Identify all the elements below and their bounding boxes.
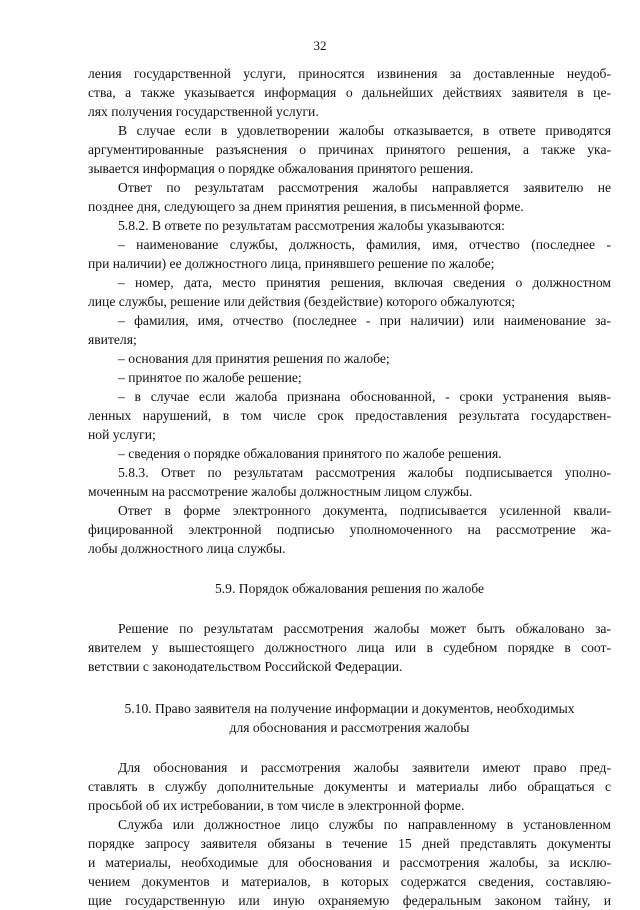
paragraph-line: щие государственную или иную охраняемую федеральным законом тайну, и xyxy=(88,893,611,908)
paragraph-line: просьбой об их истребовании, в том числе в электронной форме. xyxy=(88,798,465,813)
list-item-line: при наличии) ее должностного лица, принявшего решение по жалобе; xyxy=(88,256,495,271)
paragraph-line: Служба или должностное лицо службы по направленному в установленном xyxy=(118,817,611,832)
paragraph-line: лях получения государственной услуги. xyxy=(88,104,319,119)
paragraph-line: ветствии с законодательством Российской Федерации. xyxy=(88,659,403,674)
paragraph-line: ства, а также указывается информация о дальнейших действиях заявителя в це- xyxy=(88,85,611,100)
list-item-line: – фамилия, имя, отчество (последнее - при наличии) или наименование за- xyxy=(118,313,611,328)
paragraph-line: чением документов и материалов, в которых содержатся сведения, составляю- xyxy=(88,874,611,889)
paragraph-line: зывается информация о порядке обжалования принятого решения. xyxy=(88,161,474,176)
list-item-line: – основания для принятия решения по жалобе; xyxy=(118,351,390,366)
section-heading-5-9: 5.9. Порядок обжалования решения по жалобе xyxy=(214,581,485,596)
list-item-line: – наименование службы, должность, фамилия, имя, отчество (последнее - xyxy=(118,237,611,252)
paragraph-line: В случае если в удовлетворении жалобы отказывается, в ответе приводятся xyxy=(118,123,611,138)
paragraph-line: фицированной электронной подписью уполномоченного на рассмотрение жа- xyxy=(88,522,611,537)
list-item-line: ной услуги; xyxy=(88,427,156,442)
list-item-line: явителя; xyxy=(88,332,137,347)
section-heading-5-10-cont: для обоснования и рассмотрения жалобы xyxy=(229,720,470,735)
paragraph-line: 5.8.3. Ответ по результатам рассмотрения жалобы подписывается уполно- xyxy=(118,465,611,480)
paragraph-line: ставлять в службу дополнительные документы и материалы либо обращаться с xyxy=(88,779,611,794)
paragraph-line: порядке запросу заявителя обязаны в течение 15 дней представлять документы xyxy=(88,836,611,851)
paragraph-line: моченным на рассмотрение жалобы должностным лицом службы. xyxy=(88,484,473,499)
paragraph-line: аргументированные разъяснения о причинах принятого решения, а также ука- xyxy=(88,142,611,157)
page-number: 32 xyxy=(313,38,327,53)
paragraph-line: Решение по результатам рассмотрения жалобы может быть обжаловано за- xyxy=(118,621,611,636)
list-item-line: – сведения о порядке обжалования принятого по жалобе решения. xyxy=(118,446,502,461)
paragraph-line: Ответ по результатам рассмотрения жалобы направляется заявителю не xyxy=(118,180,611,195)
list-item-line: – в случае если жалоба признана обоснованной, - сроки устранения выяв- xyxy=(118,389,611,404)
paragraph-line: лобы должностного лица службы. xyxy=(88,541,286,556)
paragraph-line: 5.8.2. В ответе по результатам рассмотрения жалобы указываются: xyxy=(118,218,505,233)
paragraph-line: Для обоснования и рассмотрения жалобы заявители имеют право пред- xyxy=(118,760,611,775)
list-item-line: ленных нарушений, в том числе срок предоставления результата государствен- xyxy=(88,408,611,423)
paragraph-line: явителем у вышестоящего должностного лица или в судебном порядке в соот- xyxy=(88,640,611,655)
paragraph-line: и материалы, необходимые для обоснования и рассмотрения жалобы, за исклю- xyxy=(88,855,611,870)
section-heading-5-10: 5.10. Право заявителя на получение информации и документов, необходимых xyxy=(124,701,575,716)
paragraph-line: позднее дня, следующего за днем принятия решения, в письменной форме. xyxy=(88,199,524,214)
list-item-line: лице службы, решение или действия (бездействие) которого обжалуются; xyxy=(88,294,516,309)
paragraph-line: ления государственной услуги, приносятся извинения за доставленные неудоб- xyxy=(88,66,611,81)
list-item-line: – номер, дата, место принятия решения, включая сведения о должностном xyxy=(118,275,611,290)
paragraph-line: Ответ в форме электронного документа, подписывается усиленной квали- xyxy=(118,503,611,518)
list-item-line: – принятое по жалобе решение; xyxy=(118,370,302,385)
